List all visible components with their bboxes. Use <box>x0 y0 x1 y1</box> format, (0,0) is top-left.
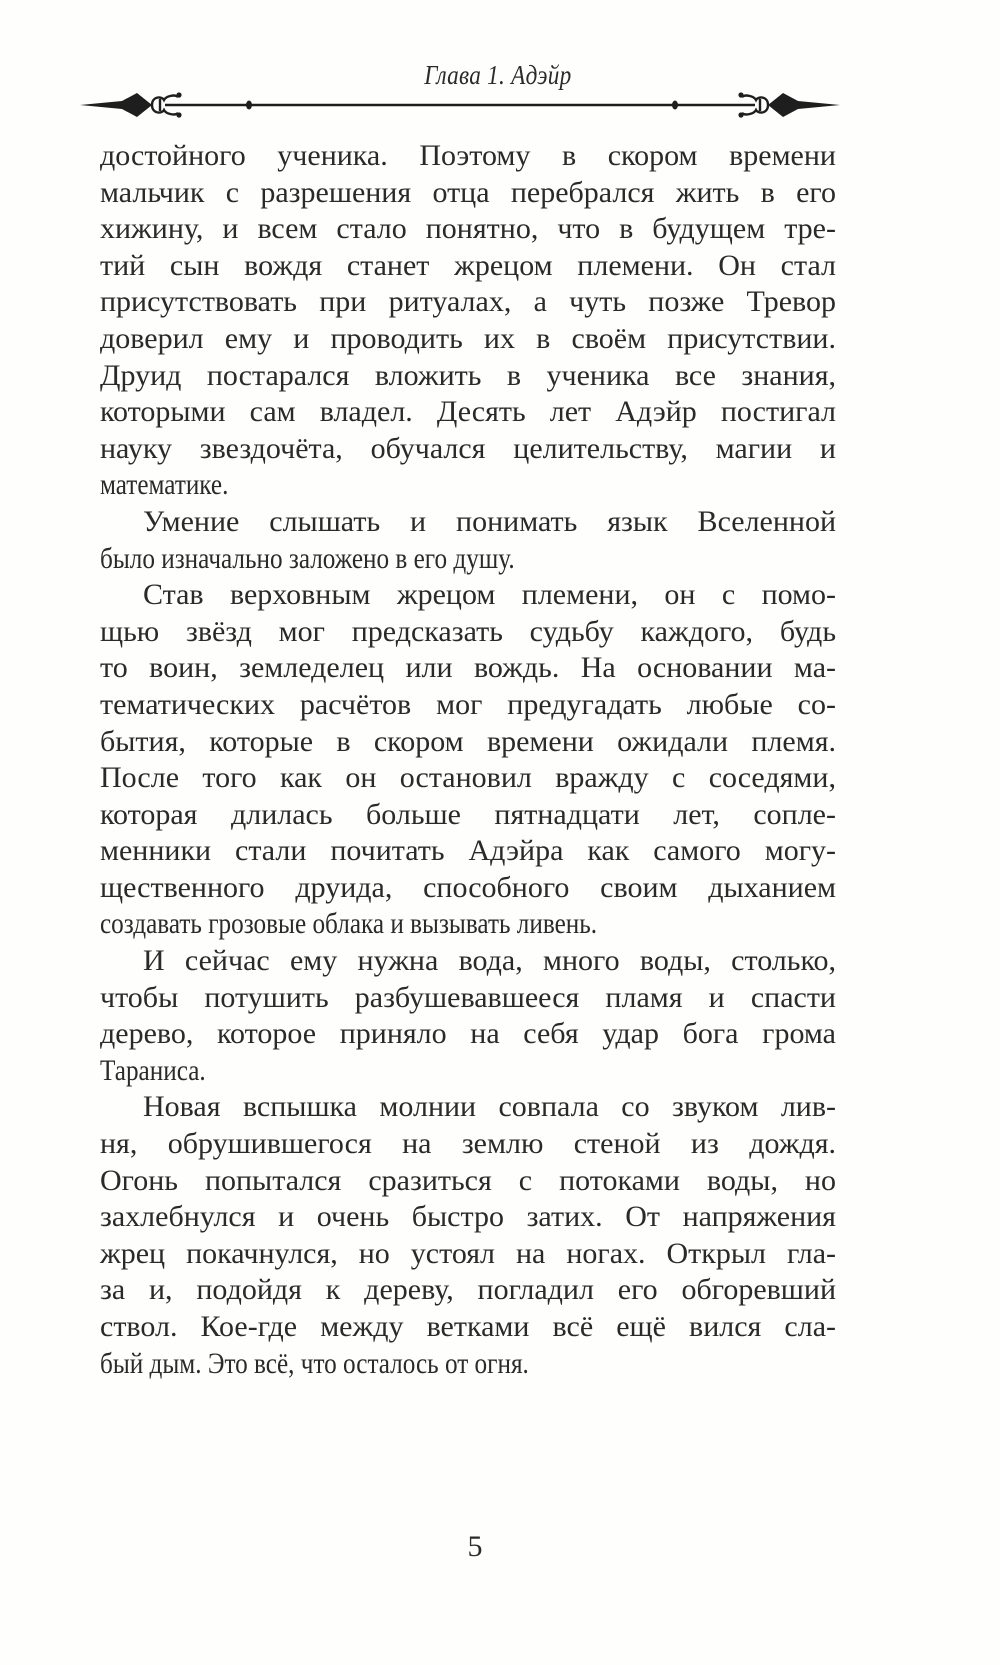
text-line: достойного ученика. Поэтому в скором времени <box>100 139 836 172</box>
text-line: создавать грозовые облака и вызывать ливень. <box>100 907 598 941</box>
page-number: 5 <box>467 1530 483 1563</box>
text-line: за и, подойдя к дереву, погладил его обгоревший <box>100 1273 837 1307</box>
text-line: тематических расчётов мог предугадать любые со- <box>100 687 836 721</box>
text-line: которыми сам владел. Десять лет Адэйр постигал <box>100 395 837 429</box>
paragraph <box>100 577 836 943</box>
text-line: щественного друида, способного своим дыханием <box>100 870 837 904</box>
text-line: менники стали почитать Адэйра как самого могу- <box>100 834 836 868</box>
paragraph <box>100 138 836 504</box>
text-line: И сейчас ему нужна вода, много воды, столько, <box>143 944 837 978</box>
paragraph <box>100 1089 836 1382</box>
body-text <box>100 138 836 1382</box>
paragraph <box>100 943 836 1089</box>
text-line: бый дым. Это всё, что осталось от огня. <box>100 1346 529 1380</box>
text-line: ня, обрушившегося на землю стеной из дождя. <box>100 1127 837 1161</box>
text-line: доверил ему и проводить их в своём присутствии. <box>100 321 836 355</box>
text-line: щью звёзд мог предсказать судьбу каждого, будь <box>100 614 836 648</box>
text-line: мальчик с разрешения отца перебрался жить в его <box>100 175 836 209</box>
text-line: которая длилась больше пятнадцати лет, сопле- <box>100 797 836 831</box>
text-line: Друид постарался вложить в ученика все знания, <box>100 358 837 392</box>
text-line: Став верховным жрецом племени, он с помо- <box>143 578 837 612</box>
text-line: хижину, и всем стало понятно, что в будущем тре- <box>100 212 836 246</box>
text-line: Тараниса. <box>100 1053 206 1087</box>
text-line: После того как он остановил вражду с соседями, <box>100 761 836 795</box>
running-header-title: Глава 1. Адэйр <box>424 60 572 90</box>
text-line: ствол. Кое-где между ветками всё ещё вился сла- <box>100 1310 837 1343</box>
text-line: захлебнулся и очень быстро затих. От напряжения <box>100 1200 836 1234</box>
text-line: математике. <box>100 468 229 502</box>
text-line: дерево, которое приняло на себя удар бога грома <box>100 1017 836 1051</box>
text-line: присутствовать при ритуалах, а чуть позже Тревор <box>100 285 837 319</box>
text-line: бытия, которые в скором времени ожидали племя. <box>100 724 837 758</box>
text-line: тий сын вождя станет жрецом племени. Он стал <box>100 248 836 282</box>
text-line: Новая вспышка молнии совпала со звуком лив- <box>143 1090 837 1124</box>
text-line: Огонь попытался сразиться с потоками воды, но <box>100 1163 836 1197</box>
paragraph <box>100 504 836 577</box>
text-line: чтобы потушить разбушевавшееся пламя и спасти <box>100 980 836 1014</box>
text-line: жрец покачнулся, но устоял на ногах. Открыл гла- <box>100 1236 837 1270</box>
decorative-rule-icon <box>80 88 840 122</box>
text-line: Умение слышать и понимать язык Вселенной <box>143 504 837 538</box>
text-line: было изначально заложено в его душу. <box>100 541 515 575</box>
text-line: то воин, земледелец или вождь. На основании ма- <box>100 651 837 685</box>
text-line: науку звездочёта, обучался целительству, магии и <box>100 431 836 465</box>
